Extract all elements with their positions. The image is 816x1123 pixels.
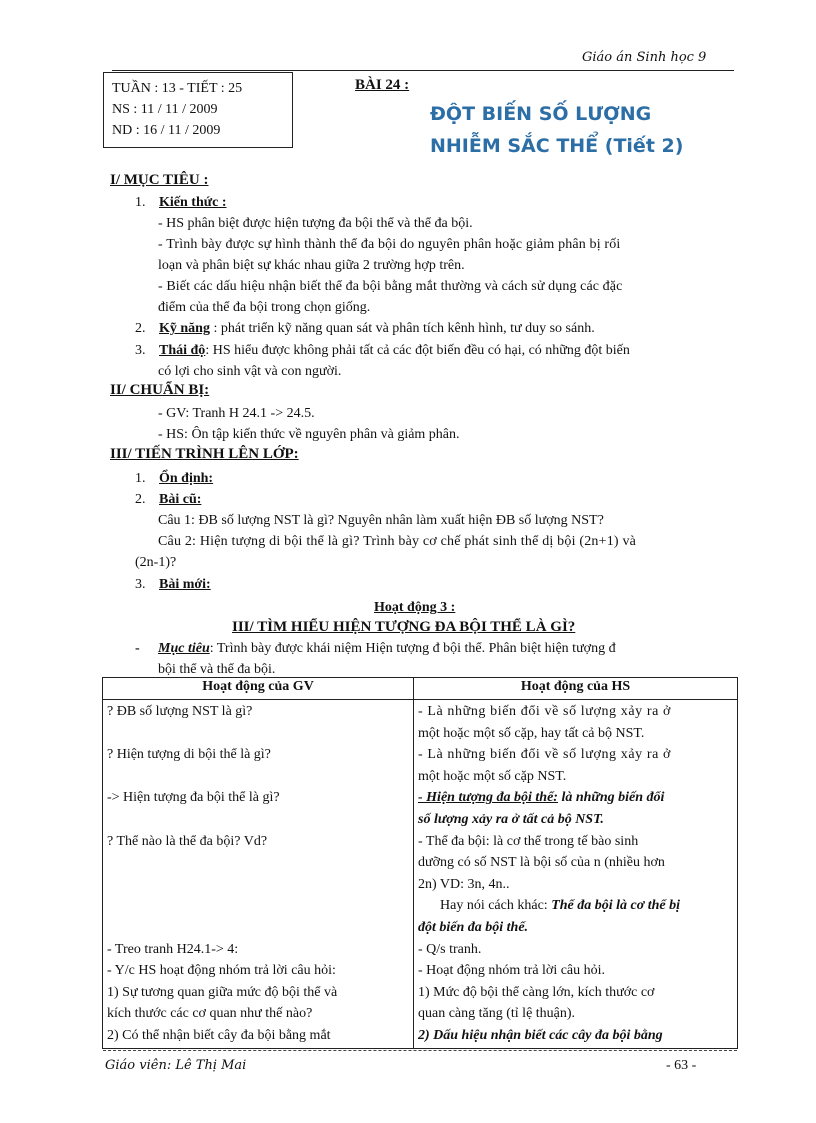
cell-text: 1) Sự tương quan giữa mức độ bội thể và — [107, 984, 338, 1000]
skills-label: Kỹ năng — [159, 321, 210, 336]
cell-text: Thể đa bội là cơ thể bị — [551, 898, 681, 914]
goal-bullet: - — [135, 641, 140, 656]
table-header-row — [103, 678, 738, 700]
cell-text: - Y/c HS hoạt động nhóm trả lời câu hỏi: — [107, 963, 336, 979]
lesson-title-line1: ĐỘT BIẾN SỐ LƯỢNG — [430, 103, 652, 125]
goal-label: Mục tiêu — [158, 641, 210, 656]
table-cell-hs — [414, 700, 738, 1049]
table-cell-gv — [103, 700, 414, 1049]
cell-line-def — [418, 787, 733, 809]
cell-text: ? Thể nào là thể đa bội? Vd? — [107, 833, 268, 849]
old-lesson-number: 2. — [135, 492, 146, 507]
info-week: TUẦN : 13 - TIẾT : 25 — [112, 81, 243, 96]
footer-teacher: Giáo viên: Lê Thị Mai — [105, 1058, 247, 1073]
cell-text: quan càng tăng (tỉ lệ thuận). — [418, 1006, 576, 1022]
activity-title — [374, 597, 455, 618]
lesson-title-line2: NHIỄM SẮC THỂ (Tiết 2) — [430, 135, 684, 157]
section-process-heading: III/ TIẾN TRÌNH LÊN LỚP: — [110, 446, 299, 462]
cell-text: đột biến đa bội thể. — [418, 919, 529, 935]
question-2a: Câu 2: Hiện tượng di bội thể là gì? Trình bày cơ chế phát sinh thể dị bội (2n+1) và — [158, 534, 637, 549]
new-lesson-row — [135, 574, 211, 595]
cell-text: 1) Mức độ bội thể càng lớn, kích thước cơ — [418, 984, 655, 1000]
goal-line-b: bội thể và thể đa bội. — [158, 662, 276, 677]
stabilize-label: Ổn định: — [159, 471, 214, 486]
knowledge-line-3b: điểm của thể đa bội trong chọn giống. — [158, 300, 371, 315]
knowledge-label: Kiến thức : — [159, 195, 227, 210]
cell-text: dưỡng có số NST là bội số của n (nhiều hơn — [418, 855, 665, 871]
question-1: Câu 1: ĐB số lượng NST là gì? Nguyên nhân làm xuất hiện ĐB số lượng NST? — [158, 513, 604, 528]
col-hs-header: Hoạt động của HS — [414, 678, 738, 700]
cell-text: ? Hiện tượng di bội thể là gì? — [107, 747, 271, 763]
cell-text: - Q/s tranh. — [418, 941, 482, 957]
prep-hs: - HS: Ôn tập kiến thức về nguyên phân và giảm phân. — [158, 427, 460, 442]
knowledge-number: 1. — [135, 195, 146, 210]
cell-text: số lượng xảy ra ở tất cả bộ NST. — [418, 811, 604, 827]
goal-line-a — [158, 638, 616, 659]
skills-text: : phát triển kỹ năng quan sát và phân tích kênh hình, tư duy so sánh. — [209, 321, 595, 336]
info-box — [103, 72, 293, 148]
old-lesson-row — [135, 489, 201, 510]
header-rule — [112, 70, 734, 71]
header-subject: Giáo án Sinh học 9 — [582, 50, 707, 65]
activity-table — [102, 677, 738, 1049]
section-objectives-heading: I/ MỤC TIÊU : — [110, 172, 209, 188]
cell-text: 2) Có thể nhận biết cây đa bội bằng mắt — [107, 1027, 331, 1043]
cell-text: - Là những biến đổi về số lượng xảy ra ở — [418, 704, 672, 719]
skills-number: 2. — [135, 321, 146, 336]
cell-text: Hay nói cách khác: — [440, 898, 552, 914]
lesson-number: BÀI 24 : — [355, 77, 410, 93]
stabilize-row — [135, 468, 213, 489]
cell-text: là những biến đổi — [557, 790, 665, 806]
cell-text: 2n) VD: 3n, 4n.. — [418, 876, 510, 892]
footer-rule — [103, 1050, 737, 1051]
activity-subtitle-text: III/ TÌM HIỂU HIỆN TƯỢNG ĐA BỘI THỂ LÀ GÌ? — [232, 619, 576, 635]
cell-line-other — [418, 895, 733, 917]
new-lesson-label: Bài mới: — [159, 577, 211, 592]
attitude-number: 3. — [135, 343, 146, 358]
section-preparation-heading: II/ CHUẨN BỊ: — [110, 382, 210, 398]
knowledge-line-1: - HS phân biệt được hiện tượng đa bội thể và thể đa bội. — [158, 216, 473, 231]
attitude-label: Thái độ — [159, 343, 206, 358]
cell-text: - Treo tranh H24.1-> 4: — [107, 941, 239, 957]
cell-text: - Hoạt động nhóm trả lời câu hỏi. — [418, 963, 606, 979]
goal-text-a: : Trình bày được khái niệm Hiện tượng đ bội thể. Phân biệt hiện tượng đ — [209, 641, 616, 656]
footer-page-number: - 63 - — [666, 1058, 697, 1073]
attitude-text-2: có lợi cho sinh vật và con người. — [158, 364, 342, 379]
cell-text: - Thể đa bội: là cơ thể trong tế bào sinh — [418, 833, 639, 849]
question-2b: (2n-1)? — [135, 555, 177, 570]
cell-text: -> Hiện tượng đa bội thể là gì? — [107, 790, 280, 806]
old-lesson-label: Bài cũ: — [159, 492, 202, 507]
cell-text: một hoặc một số cặp NST. — [418, 768, 567, 784]
cell-text: - Hiện tượng đa bội thể: — [418, 790, 558, 806]
stabilize-number: 1. — [135, 471, 146, 486]
knowledge-line-3a: - Biết các dấu hiệu nhận biết thể đa bội bằng mắt thường và cách sử dụng các đặc — [158, 279, 623, 294]
attitude-text: : HS hiểu được không phải tất cả các đột biến đều có hại, có những đột biến — [205, 343, 630, 358]
col-gv-header: Hoạt động của GV — [103, 678, 414, 700]
skills-row — [135, 318, 595, 339]
cell-text: 2) Dấu hiệu nhận biết các cây đa bội bằng — [418, 1027, 663, 1043]
prep-gv: - GV: Tranh H 24.1 -> 24.5. — [158, 406, 315, 421]
info-nd: ND : 16 / 11 / 2009 — [112, 123, 221, 138]
lesson-title — [430, 98, 683, 162]
cell-text: ? ĐB số lượng NST là gì? — [107, 704, 253, 719]
info-ns: NS : 11 / 11 / 2009 — [112, 102, 218, 117]
cell-text: - Là những biến đổi về số lượng xảy ra ở — [418, 747, 672, 763]
knowledge-label-row — [135, 192, 227, 213]
knowledge-line-2a: - Trình bày được sự hình thành thể đa bội do nguyên phân hoặc giảm phân bị rối — [158, 237, 621, 252]
attitude-row — [135, 340, 630, 361]
activity-subtitle — [232, 617, 575, 638]
cell-text: kích thước các cơ quan như thế nào? — [107, 1006, 313, 1022]
cell-text: một hoặc một số cặp, hay tất cả bộ NST. — [418, 725, 645, 741]
knowledge-line-2b: loạn và phân biệt sự khác nhau giữa 2 trường hợp trên. — [158, 258, 465, 273]
activity-title-text: Hoạt động 3 : — [374, 600, 456, 615]
new-lesson-number: 3. — [135, 577, 146, 592]
table-row — [103, 700, 738, 1049]
